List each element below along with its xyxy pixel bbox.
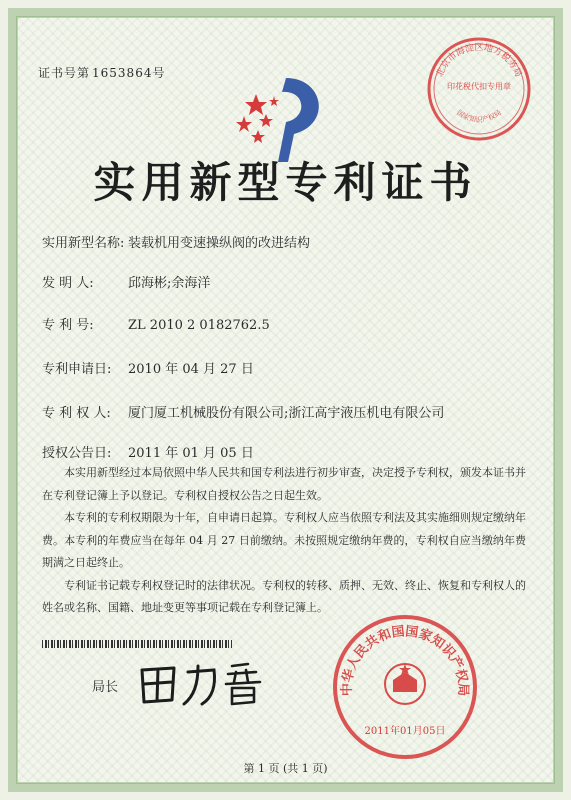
tax-stamp-bottom-text: 国家知识产权局 <box>455 108 503 124</box>
field-label: 授权公告日: <box>42 446 112 461</box>
body-paragraph: 专利证书记载专利权登记时的法律状况。专利权的转移、质押、无效、终止、恢复和专利权人的姓名或名称、国籍、地址变更等事项记载在专利登记簿上。 <box>42 578 526 614</box>
field-patent-number <box>42 314 270 333</box>
national-emblem-icon <box>385 664 425 704</box>
field-grant-date <box>42 442 254 461</box>
body-paragraph: 本实用新型经过本局依照中华人民共和国专利法进行初步审查，决定授予专利权，颁发本证书并在专利登记簿上予以登记。专利权自授权公告之日起生效。 <box>42 466 526 502</box>
seal-arc-text: 中华人民共和国国家知识产权局 <box>339 624 471 697</box>
field-value: 厦门厦工机械股份有限公司;浙江高宇液压机电有限公司 <box>128 406 445 421</box>
field-utility-model-name <box>42 232 310 251</box>
seal-date: 2011年01月05日 <box>364 726 446 737</box>
certificate-number-label: 证书号第 <box>38 66 91 80</box>
certificate-number <box>38 64 165 81</box>
director-signature <box>136 660 276 708</box>
field-label: 专利申请日: <box>42 362 112 377</box>
field-patentee <box>42 402 444 421</box>
field-label: 专 利 权 人: <box>42 406 111 421</box>
national-ip-office-seal <box>330 612 480 762</box>
field-value: 2010 年 04 月 27 日 <box>128 362 254 377</box>
field-value: 邱海彬;余海洋 <box>128 276 211 291</box>
body-paragraph: 本专利的专利权期限为十年，自申请日起算。专利权人应当依照专利法及其实施细则规定缴纳年费。本专利的年费应当在每年 04 月 27 日前缴纳。未按照规定缴纳年费的，专利权自应当缴纳年费期满之日起终止。 <box>42 511 526 569</box>
tax-stamp <box>424 34 534 144</box>
certificate-body <box>42 462 526 620</box>
field-value: 2011 年 01 月 05 日 <box>128 446 254 461</box>
tax-stamp-arc-text: 北京市海淀区地方税务局 <box>435 43 523 79</box>
field-label: 实用新型名称: <box>42 236 125 251</box>
certificate-number-value: 1653864 <box>92 66 153 80</box>
svg-text:北京市海淀区地方税务局 <box>433 41 524 78</box>
director-label: 局长 <box>92 680 119 695</box>
certificate-number-suffix: 号 <box>152 66 166 80</box>
barcode <box>42 640 232 648</box>
tax-stamp-center-text: 印花税代扣专用章 <box>447 82 511 91</box>
field-inventor <box>42 272 210 291</box>
field-value: 装载机用变速操纵阀的改进结构 <box>128 236 311 251</box>
field-value: ZL 2010 2 0182762.5 <box>128 318 270 333</box>
field-label: 发 明 人: <box>42 276 94 291</box>
certificate-title: 实用新型专利证书 <box>93 158 478 207</box>
svg-text:国家知识产权局 <box>455 108 503 124</box>
page-number: 第 1 页 (共 1 页) <box>243 762 328 775</box>
field-application-date <box>42 358 254 377</box>
field-label: 专 利 号: <box>42 318 94 333</box>
